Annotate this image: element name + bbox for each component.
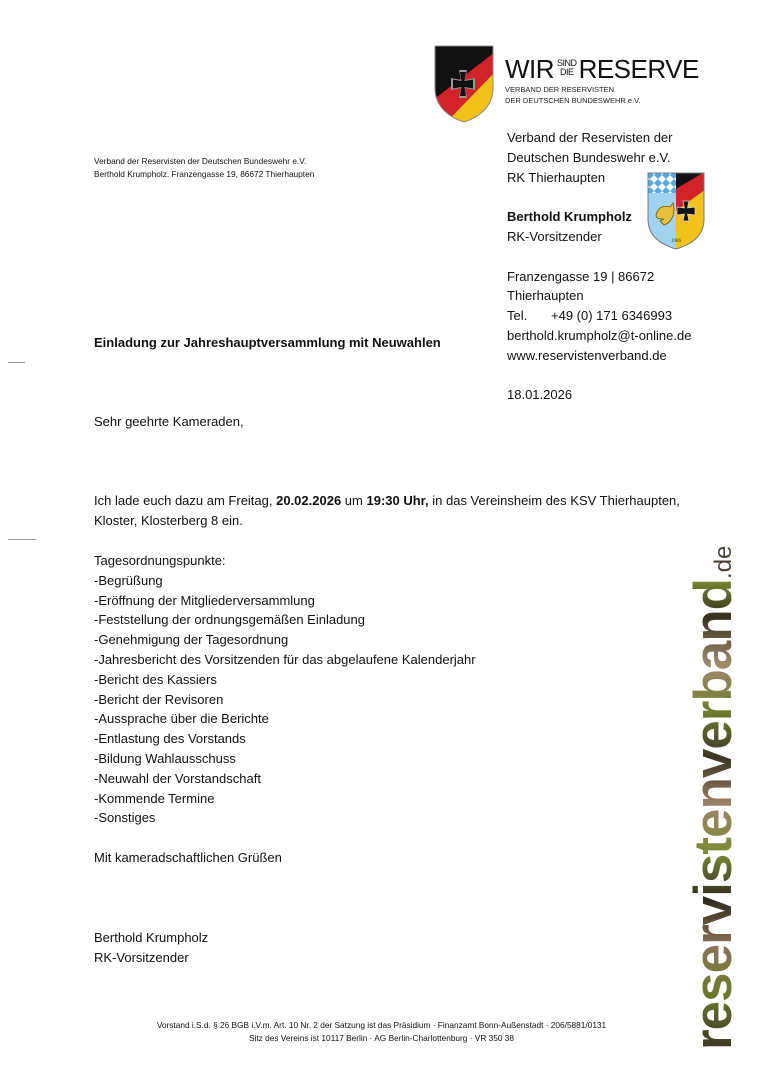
crest-year: 1986	[671, 239, 681, 244]
return-address-line2: Berthold Krumpholz. Franzengasse 19, 86672 Thierhaupten	[94, 169, 315, 179]
rk-thierhaupten-crest	[646, 171, 706, 251]
signature-role: RK-Vorsitzender	[94, 949, 189, 965]
agenda-item: -Bericht des Kassiers	[94, 671, 217, 687]
logo-sind: SIND	[557, 58, 577, 68]
vertical-brand-wordmark	[683, 546, 744, 1050]
footer-line1: Vorstand i.S.d. § 26 BGB i.V.m. Art. 10 Nr. 2 der Satzung ist das Präsidium · Finanzamt Bonn-Außenstadt · 206/5881/0131	[156, 1020, 607, 1030]
agenda	[94, 551, 476, 828]
sender-name: Berthold Krumpholz	[507, 209, 632, 225]
sender-org-line2: Deutschen Bundeswehr e.V.	[507, 149, 671, 165]
invitation-line1	[94, 491, 694, 511]
text-segment: Ich lade euch dazu am Freitag,	[94, 493, 277, 508]
sender-website[interactable]: www.reservistenverband.de	[507, 347, 667, 363]
sender-phone	[507, 306, 737, 326]
phone-number[interactable]: +49 (0) 171 6346993	[551, 308, 673, 324]
agenda-item: -Jahresbericht des Vorsitzenden für das abgelaufene Kalenderjahr	[94, 651, 476, 667]
logo-subtitle-2: DER DEUTSCHEN BUNDESWEHR e.V.	[505, 96, 641, 105]
agenda-item: -Genehmigung der Tagesordnung	[94, 632, 289, 648]
agenda-item: -Kommende Termine	[94, 790, 215, 806]
legal-footer	[0, 1019, 763, 1045]
agenda-title: Tagesordnungspunkte:	[94, 553, 226, 568]
logo-wordmark	[505, 56, 699, 106]
sender-role: RK-Vorsitzender	[507, 228, 602, 244]
sender-email[interactable]: berthold.krumpholz@t-online.de	[507, 327, 692, 343]
fold-mark-top	[8, 362, 25, 363]
phone-label: Tel.	[507, 308, 528, 324]
agenda-item: -Bildung Wahlausschuss	[94, 750, 236, 766]
text-segment: in das Vereinsheim des KSV Thierhaupten,	[428, 493, 680, 508]
closing: Mit kameradschaftlichen Grüßen	[94, 850, 282, 865]
footer-line2: Sitz des Vereins ist 10117 Berlin · AG Berlin-Charlottenburg · VR 350 38	[248, 1033, 515, 1043]
brand-main: reservistenverband	[684, 578, 743, 1050]
fold-mark-middle	[8, 539, 36, 540]
logo-subtitle-1: VERBAND DER RESERVISTEN	[505, 85, 615, 94]
invitation-paragraph	[94, 491, 694, 531]
logo-slogan	[505, 56, 699, 82]
reservistenverband-shield-logo	[433, 44, 495, 124]
signature-block	[94, 928, 208, 968]
agenda-item: -Feststellung der ordnungsgemäßen Einladung	[94, 612, 366, 628]
sender-city: Thierhaupten	[507, 288, 584, 304]
letter-subject: Einladung zur Jahreshauptversammlung mit Neuwahlen	[94, 335, 441, 350]
logo-reserve: RESERVE	[578, 54, 699, 84]
agenda-item: -Bericht der Revisoren	[94, 691, 224, 707]
meeting-time: 19:30 Uhr,	[366, 493, 429, 508]
letter-date: 18.01.2026	[507, 387, 573, 402]
logo-sind-die	[557, 59, 577, 77]
agenda-item: -Sonstiges	[94, 810, 156, 826]
agenda-item: -Neuwahl der Vorstandschaft	[94, 770, 261, 786]
sender-org-line3: RK Thierhaupten	[507, 169, 606, 185]
return-address-line1: Verband der Reservisten der Deutschen Bundeswehr e.V.	[94, 156, 307, 166]
return-address	[94, 155, 314, 181]
invitation-line2: Kloster, Klosterberg 8 ein.	[94, 512, 243, 528]
agenda-item: -Eröffnung der Mitgliederversammlung	[94, 592, 315, 608]
salutation: Sehr geehrte Kameraden,	[94, 414, 244, 429]
sender-street: Franzengasse 19 | 86672	[507, 268, 655, 284]
signature-name: Berthold Krumpholz	[94, 930, 209, 945]
logo-die: DIE	[560, 67, 574, 77]
agenda-item: -Aussprache über die Berichte	[94, 711, 269, 727]
brand-tld: .de	[710, 545, 737, 579]
agenda-item: -Begrüßung	[94, 572, 163, 588]
logo-wir: WIR	[505, 54, 555, 84]
text-segment: um	[341, 493, 367, 508]
meeting-date: 20.02.2026	[276, 493, 342, 508]
sender-org-line1: Verband der Reservisten der	[507, 130, 673, 145]
agenda-item: -Entlastung des Vorstands	[94, 731, 246, 747]
